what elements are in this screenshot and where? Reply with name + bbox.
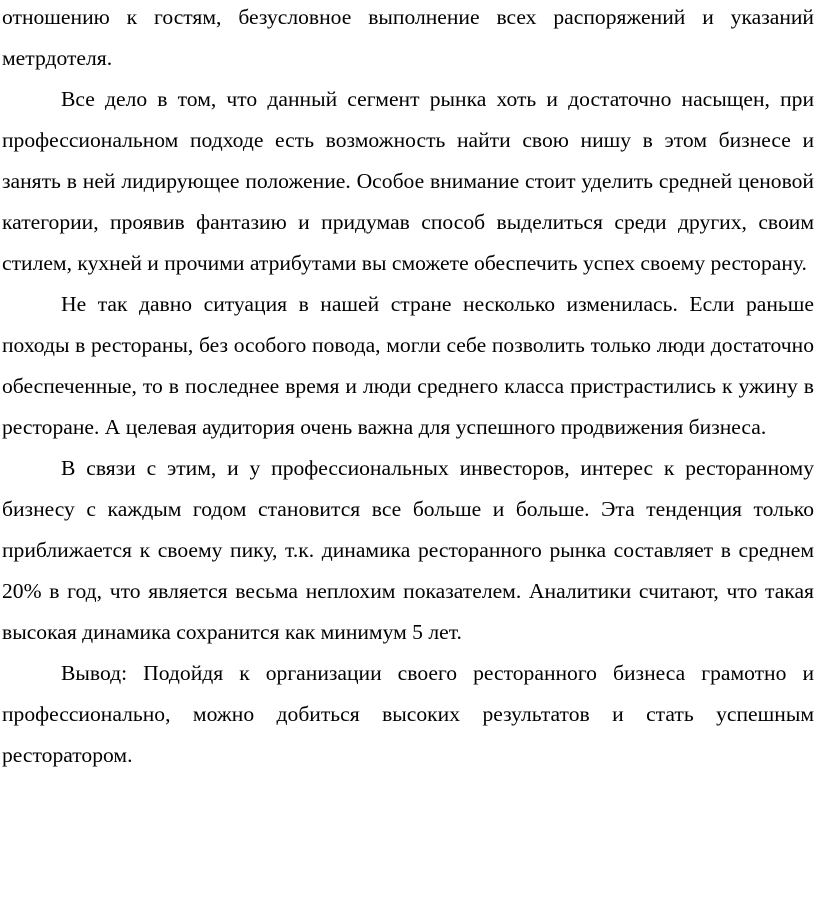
- paragraph-conclusion: Вывод: Подойдя к организации своего ресторанного бизнеса грамотно и профессионально, можно добиться высоких результатов и стать успешным ресторатором.: [2, 661, 814, 767]
- paragraph-investors-interest: В связи с этим, и у профессиональных инвесторов, интерес к ресторанному бизнесу с каждым годом становится все больше и больше. Эта тенденция только приближается к своему пику, т.к. динамика ресторанного рынка составляет в среднем 20% в год, что является весьма неплохим показателем. Аналитики считают, что такая высокая динамика сохранится как минимум 5 лет.: [2, 456, 814, 644]
- paragraph-continuation: отношению к гостям, безусловное выполнение всех распоряжений и указаний метрдотеля.: [2, 5, 814, 70]
- paragraph-situation-change: Не так давно ситуация в нашей стране несколько изменилась. Если раньше походы в рестораны, без особого повода, могли себе позволить только люди достаточно обеспеченные, то в последнее время и люди среднего класса пристрастились к ужину в ресторане. А целевая аудитория очень важна для успешного продвижения бизнеса.: [2, 292, 814, 439]
- paragraph-market-segment: Все дело в том, что данный сегмент рынка хоть и достаточно насыщен, при профессиональном подходе есть возможность найти свою нишу в этом бизнесе и занять в ней лидирующее положение. Особое внимание стоит уделить средней ценовой категории, проявив фантазию и придумав способ выделиться среди других, своим стилем, кухней и прочими атрибутами вы сможете обеспечить успех своему ресторану.: [2, 87, 814, 275]
